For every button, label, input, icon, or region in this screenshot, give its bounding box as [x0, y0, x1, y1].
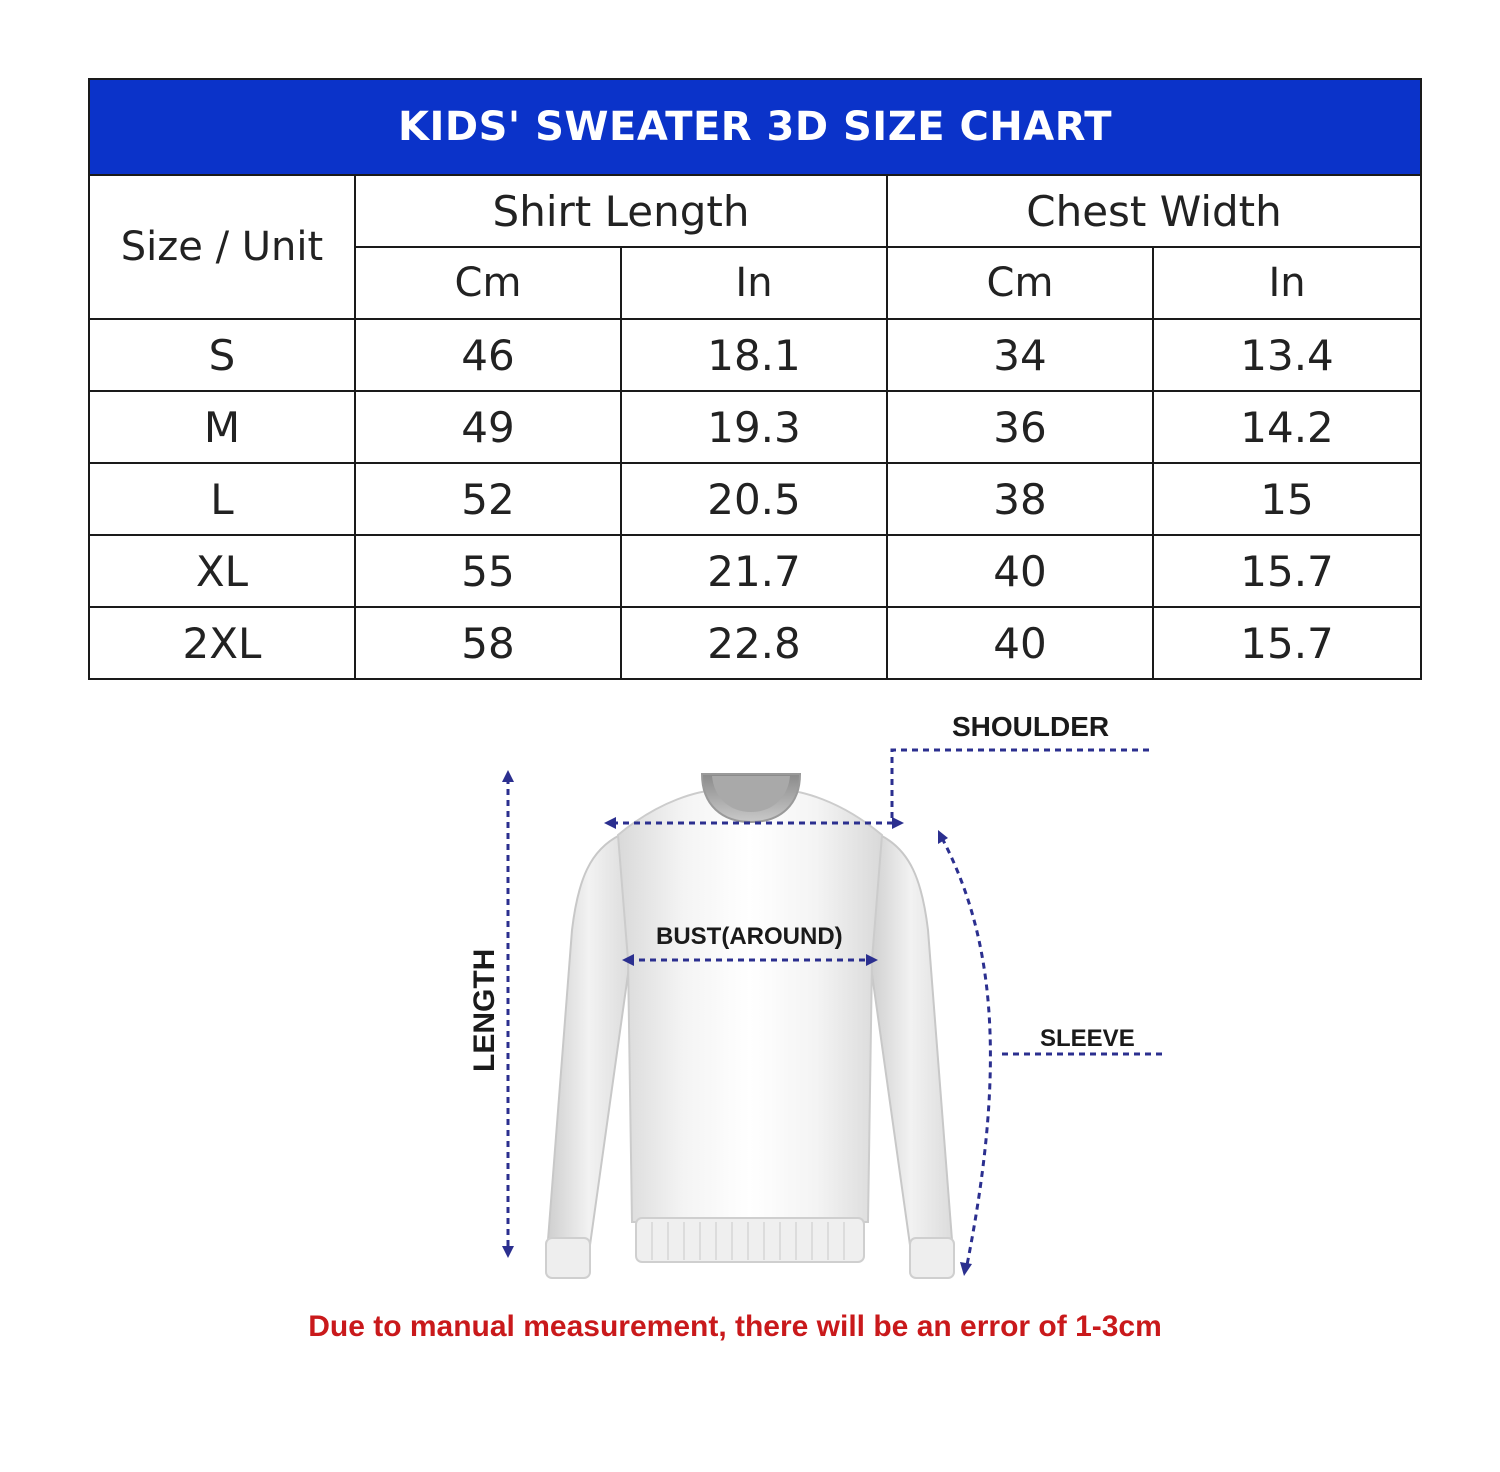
value-cell: 38	[887, 463, 1153, 535]
value-cell: 58	[355, 607, 621, 679]
table-row	[89, 463, 1421, 535]
size-cell: XL	[89, 535, 355, 607]
table-row	[89, 319, 1421, 391]
unit-header-length-cm: Cm	[355, 247, 621, 319]
shoulder-label: SHOULDER	[952, 711, 1110, 742]
value-cell: 15.7	[1153, 535, 1421, 607]
value-cell: 40	[887, 607, 1153, 679]
value-cell: 40	[887, 535, 1153, 607]
value-cell: 20.5	[621, 463, 887, 535]
value-cell: 18.1	[621, 319, 887, 391]
sweater-illustration	[546, 774, 954, 1278]
table-row	[89, 607, 1421, 679]
unit-header-length-in: In	[621, 247, 887, 319]
value-cell: 21.7	[621, 535, 887, 607]
table-row	[89, 535, 1421, 607]
arrow-left-icon	[604, 817, 616, 829]
size-chart-table	[88, 78, 1422, 680]
unit-header-chest-cm: Cm	[887, 247, 1153, 319]
arrow-up-icon	[502, 770, 514, 782]
unit-header-chest-in: In	[1153, 247, 1421, 319]
value-cell: 49	[355, 391, 621, 463]
arrow-right-icon	[892, 817, 904, 829]
size-cell: M	[89, 391, 355, 463]
length-label: LENGTH	[468, 948, 501, 1072]
arrow-down-icon	[960, 1262, 972, 1276]
size-cell: L	[89, 463, 355, 535]
arrow-down-icon	[502, 1246, 514, 1258]
bust-label: BUST(AROUND)	[656, 923, 843, 950]
value-cell: 15	[1153, 463, 1421, 535]
value-cell: 14.2	[1153, 391, 1421, 463]
sleeve-label: SLEEVE	[1040, 1025, 1135, 1052]
value-cell: 34	[887, 319, 1153, 391]
value-cell: 19.3	[621, 391, 887, 463]
measurement-error-note: Due to manual measurement, there will be an error of 1-3cm	[308, 1310, 1162, 1343]
value-cell: 55	[355, 535, 621, 607]
value-cell: 52	[355, 463, 621, 535]
chest-width-header: Chest Width	[887, 175, 1421, 247]
size-cell: 2XL	[89, 607, 355, 679]
value-cell: 15.7	[1153, 607, 1421, 679]
value-cell: 22.8	[621, 607, 887, 679]
shirt-length-header: Shirt Length	[355, 175, 887, 247]
value-cell: 36	[887, 391, 1153, 463]
chart-title: KIDS' SWEATER 3D SIZE CHART	[89, 79, 1421, 175]
shoulder-leader-line	[892, 750, 1152, 818]
size-cell: S	[89, 319, 355, 391]
size-unit-header: Size / Unit	[89, 175, 355, 319]
value-cell: 46	[355, 319, 621, 391]
table-row	[89, 391, 1421, 463]
sweater-measurement-diagram	[0, 690, 1500, 1330]
value-cell: 13.4	[1153, 319, 1421, 391]
